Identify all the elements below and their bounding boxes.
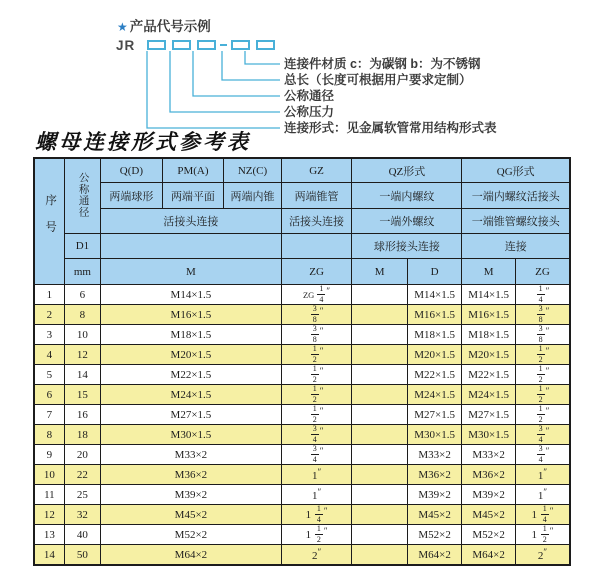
table-cell: 2″: [515, 545, 570, 566]
table-cell: 50: [64, 545, 100, 566]
table-cell: M22×1.5: [462, 365, 515, 385]
table-cell: M24×1.5: [462, 385, 515, 405]
table-cell: 7: [34, 405, 64, 425]
table-cell: $\frac{1}{2}$ ″: [281, 365, 352, 385]
header-desc-qg: 一端内螺纹活接头: [462, 183, 570, 209]
table-cell: 6: [34, 385, 64, 405]
table-cell: $\frac{3}{8}$ ″: [515, 325, 570, 345]
table-cell: 12: [64, 345, 100, 365]
table-cell: M36×2: [407, 465, 462, 485]
table-cell: [352, 285, 408, 305]
table-row: [34, 405, 570, 425]
table-cell: M14×1.5: [101, 285, 282, 305]
header-unit-mm: mm: [64, 259, 100, 285]
diagram-title: 产品代号示例: [129, 19, 211, 34]
table-cell: 25: [64, 485, 100, 505]
table-cell: 1: [34, 285, 64, 305]
table-cell: [352, 485, 408, 505]
table-row: [34, 285, 570, 305]
table-cell: 32: [64, 505, 100, 525]
table-cell: M22×1.5: [407, 365, 462, 385]
table-cell: M33×2: [462, 445, 515, 465]
table-cell: [352, 505, 408, 525]
table-cell: M27×1.5: [407, 405, 462, 425]
table-body: [34, 285, 570, 566]
page-title: 螺母连接形式参考表: [35, 130, 251, 154]
code-label-diameter: 公称通径: [284, 89, 335, 103]
table-cell: M33×2: [407, 445, 462, 465]
table-cell: M16×1.5: [407, 305, 462, 325]
table-row: [34, 525, 570, 545]
table-cell: [352, 445, 408, 465]
table-cell: [352, 345, 408, 365]
table-cell: 4: [34, 345, 64, 365]
table-cell: M27×1.5: [101, 405, 282, 425]
table-cell: M18×1.5: [462, 325, 515, 345]
table-cell: 10: [64, 325, 100, 345]
table-cell: 3: [34, 325, 64, 345]
header-thread-m2: M: [352, 259, 408, 285]
table-cell: ZG $\frac{1}{4}$ ″: [281, 285, 352, 305]
table-cell: 1″: [281, 465, 352, 485]
header-form-qg: QG形式: [462, 158, 570, 183]
table-cell: 1″: [515, 485, 570, 505]
table-cell: M45×2: [407, 505, 462, 525]
header-seq: 序号: [34, 158, 64, 285]
nut-connection-table: [33, 157, 571, 566]
table-cell: 1 $\frac{1}{4}$ ″: [281, 505, 352, 525]
table-header: [34, 158, 570, 285]
table-cell: 8: [64, 305, 100, 325]
table-cell: 1 $\frac{1}{4}$ ″: [515, 505, 570, 525]
header-blank-gz: [281, 234, 352, 259]
table-cell: 18: [64, 425, 100, 445]
table-cell: M64×2: [462, 545, 515, 566]
header-thread-d: D: [407, 259, 462, 285]
table-cell: 16: [64, 405, 100, 425]
table-cell: $\frac{3}{4}$ ″: [515, 445, 570, 465]
table-cell: 9: [34, 445, 64, 465]
table-cell: M39×2: [462, 485, 515, 505]
header-conn-union: 活接头连接: [101, 209, 282, 234]
table-cell: 40: [64, 525, 100, 545]
table-cell: 10: [34, 465, 64, 485]
table-cell: M52×2: [462, 525, 515, 545]
header-form-pma: PM(A): [162, 158, 224, 183]
table-cell: [352, 385, 408, 405]
header-conn-qg: 一端锥管螺纹接头: [462, 209, 570, 234]
table-cell: [352, 405, 408, 425]
table-cell: M14×1.5: [462, 285, 515, 305]
table-cell: M36×2: [462, 465, 515, 485]
table-cell: M27×1.5: [462, 405, 515, 425]
table-cell: M45×2: [101, 505, 282, 525]
table-cell: 14: [64, 365, 100, 385]
table-cell: M39×2: [101, 485, 282, 505]
table-cell: M16×1.5: [462, 305, 515, 325]
table-cell: M30×1.5: [101, 425, 282, 445]
table-cell: M64×2: [101, 545, 282, 566]
table-cell: [352, 305, 408, 325]
table-cell: 14: [34, 545, 64, 566]
header-desc-qz: 一端内螺纹: [352, 183, 462, 209]
table-cell: $\frac{1}{2}$ ″: [515, 365, 570, 385]
table-row: [34, 545, 570, 566]
table-cell: $\frac{1}{2}$ ″: [281, 405, 352, 425]
table-cell: [352, 525, 408, 545]
header-thread-zg1: ZG: [281, 259, 352, 285]
table-cell: [352, 545, 408, 566]
table-cell: M30×1.5: [462, 425, 515, 445]
table-cell: M22×1.5: [101, 365, 282, 385]
header-d1: D1: [64, 234, 100, 259]
table-row: [34, 345, 570, 365]
table-cell: $\frac{3}{4}$ ″: [281, 445, 352, 465]
table-cell: M36×2: [101, 465, 282, 485]
table-cell: 22: [64, 465, 100, 485]
table-cell: M39×2: [407, 485, 462, 505]
table-cell: M24×1.5: [407, 385, 462, 405]
table-row: [34, 365, 570, 385]
header-form-gz: GZ: [281, 158, 352, 183]
table-cell: 8: [34, 425, 64, 445]
table-cell: $\frac{1}{4}$ ″: [515, 285, 570, 305]
table-cell: 15: [64, 385, 100, 405]
table-cell: [352, 365, 408, 385]
header-conn-gz: 活接头连接: [281, 209, 352, 234]
table-cell: $\frac{3}{4}$ ″: [281, 425, 352, 445]
table-row: [34, 305, 570, 325]
table-row: [34, 385, 570, 405]
table-cell: M18×1.5: [101, 325, 282, 345]
table-row: [34, 465, 570, 485]
table-cell: $\frac{1}{2}$ ″: [515, 345, 570, 365]
table-cell: 20: [64, 445, 100, 465]
header-ball-joint: 球形接头连接: [352, 234, 462, 259]
table-cell: M64×2: [407, 545, 462, 566]
header-form-qz: QZ形式: [352, 158, 462, 183]
header-conn-qz: 一端外螺纹: [352, 209, 462, 234]
header-connect: 连接: [462, 234, 570, 259]
table-cell: M20×1.5: [101, 345, 282, 365]
table-cell: M33×2: [101, 445, 282, 465]
table-row: [34, 445, 570, 465]
table-cell: $\frac{3}{8}$ ″: [281, 325, 352, 345]
table-cell: $\frac{1}{2}$ ″: [515, 385, 570, 405]
star-icon: ★: [117, 20, 128, 34]
table-cell: M30×1.5: [407, 425, 462, 445]
header-desc-pma: 两端平面: [162, 183, 224, 209]
table-cell: 1″: [515, 465, 570, 485]
header-desc-qd: 两端球形: [101, 183, 163, 209]
header-desc-gz: 两端锥管: [281, 183, 352, 209]
table-cell: M20×1.5: [462, 345, 515, 365]
table-cell: 6: [64, 285, 100, 305]
table-cell: M20×1.5: [407, 345, 462, 365]
header-thread-m3: M: [462, 259, 515, 285]
header-thread-m1: M: [101, 259, 282, 285]
table-cell: M45×2: [462, 505, 515, 525]
product-code-prefix: JR: [116, 37, 136, 53]
table-cell: $\frac{1}{2}$ ″: [281, 385, 352, 405]
table-cell: M16×1.5: [101, 305, 282, 325]
table-cell: 2: [34, 305, 64, 325]
table-row: [34, 425, 570, 445]
header-thread-zg2: ZG: [515, 259, 570, 285]
table-cell: 5: [34, 365, 64, 385]
table-row: [34, 485, 570, 505]
table-cell: 1 $\frac{1}{2}$ ″: [515, 525, 570, 545]
table-row: [34, 325, 570, 345]
code-label-length: 总长（长度可根据用户要求定制）: [284, 73, 472, 87]
table-cell: [352, 465, 408, 485]
table-cell: 13: [34, 525, 64, 545]
table-cell: M52×2: [407, 525, 462, 545]
table-cell: $\frac{3}{8}$ ″: [281, 305, 352, 325]
header-nominal-diameter: 公称通径: [64, 158, 100, 234]
header-desc-nzc: 两端内锥: [224, 183, 282, 209]
table-cell: 12: [34, 505, 64, 525]
code-label-connection: 连接形式：见金属软管常用结构形式表: [284, 121, 497, 135]
table-cell: 2″: [281, 545, 352, 566]
table-cell: M52×2: [101, 525, 282, 545]
header-form-qd: Q(D): [101, 158, 163, 183]
table-cell: 1 $\frac{1}{2}$ ″: [281, 525, 352, 545]
table-cell: M18×1.5: [407, 325, 462, 345]
table-cell: 1″: [281, 485, 352, 505]
table-cell: M24×1.5: [101, 385, 282, 405]
table-cell: $\frac{3}{4}$ ″: [515, 425, 570, 445]
table-cell: [352, 325, 408, 345]
header-blank-left: [101, 234, 282, 259]
code-label-material: 连接件材质 c：为碳钢 b：为不锈钢: [284, 57, 481, 71]
table-cell: 11: [34, 485, 64, 505]
table-cell: M14×1.5: [407, 285, 462, 305]
table-cell: [352, 425, 408, 445]
table-cell: $\frac{1}{2}$ ″: [515, 405, 570, 425]
table-row: [34, 505, 570, 525]
code-label-pressure: 公称压力: [284, 105, 335, 119]
header-form-nzc: NZ(C): [224, 158, 282, 183]
table-cell: $\frac{1}{2}$ ″: [281, 345, 352, 365]
table-cell: $\frac{3}{8}$ ″: [515, 305, 570, 325]
